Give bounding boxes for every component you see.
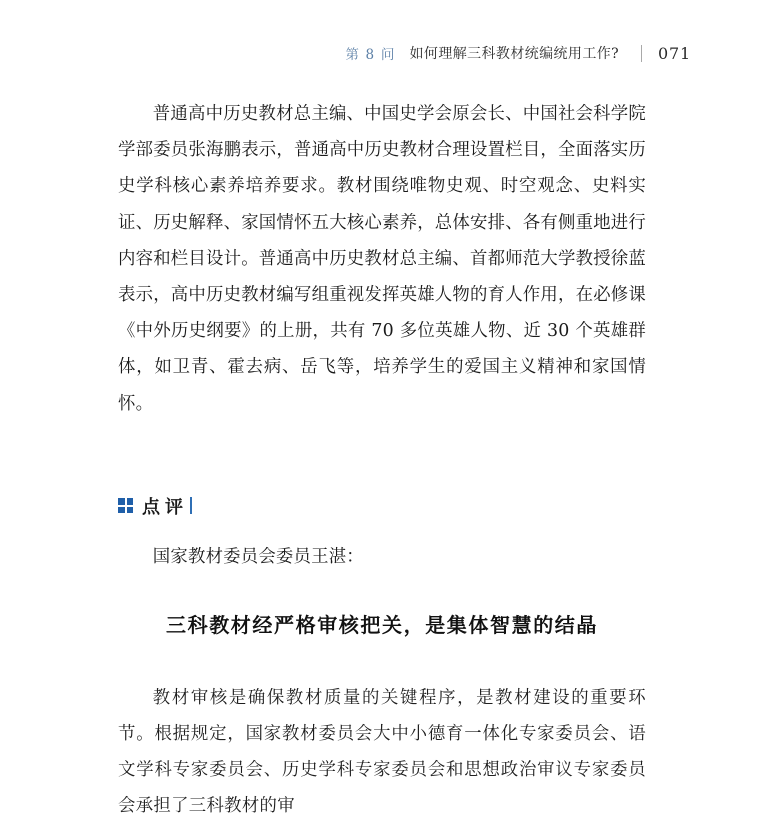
section-marker-commentary — [118, 495, 646, 517]
running-header — [0, 41, 763, 65]
body-paragraph-1: 普通高中历史教材总主编、中国史学会原会长、中国社会科学院学部委员张海鹏表示，普通高中历史教材合理设置栏目，全面落实历史学科核心素养培养要求。教材围绕唯物史观、时空观念、史料实证、历史解释、家国情怀五大核心素养，总体安排、各有侧重地进行内容和栏目设计。普通高中历史教材总主编、首都师范大学教授徐蓝表示，高中历史教材编写组重视发挥英雄人物的育人作用，在必修课《中外历史纲要》的上册，共有 70 多位英雄人物、近 30 个英雄群体，如卫青、霍去病、岳飞等，培养学生的爱国主义精神和家国情怀。 — [118, 104, 646, 414]
page-number: 071 — [658, 43, 691, 63]
section-marker-label: 点评 — [142, 496, 188, 518]
commentary-attribution: 国家教材委员会委员王湛： — [152, 546, 364, 567]
page-content — [118, 96, 646, 825]
header-divider — [641, 45, 642, 62]
section-marker-bar — [190, 497, 192, 514]
header-chapter-title: 如何理解三科教材统编统用工作? — [409, 46, 620, 62]
header-question-number: 第 8 问 — [345, 47, 396, 63]
body-paragraph-2: 教材审核是确保教材质量的关键程序，是教材建设的重要环节。根据规定，国家教材委员会大中小德育一体化专家委员会、语文学科专家委员会、历史学科专家委员会和思想政治审议专家委员会承担了三科教材的审 — [118, 687, 646, 817]
commentary-subheading: 三科教材经严格审核把关，是集体智慧的结晶 — [166, 612, 598, 637]
grid-2x2-icon — [118, 498, 133, 513]
